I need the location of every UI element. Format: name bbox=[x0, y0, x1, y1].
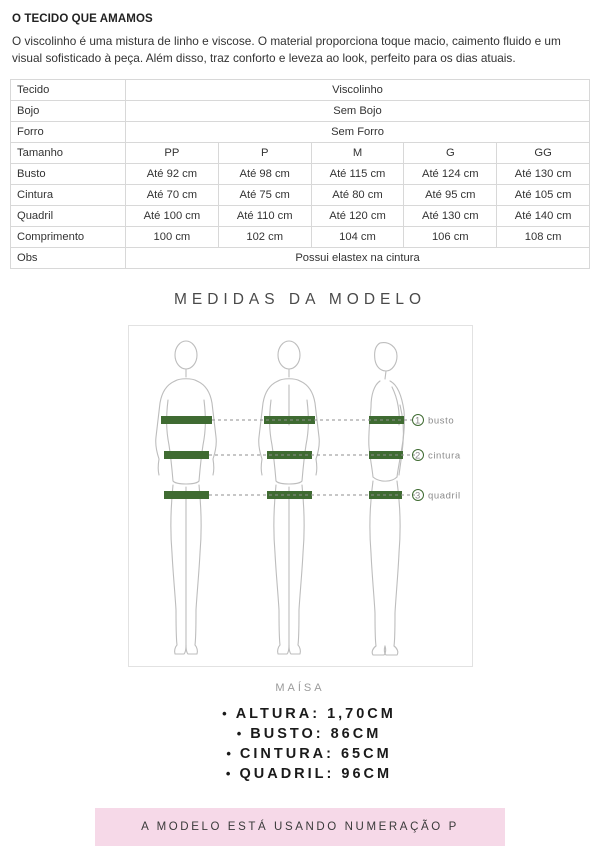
table-row bbox=[11, 227, 590, 248]
cell: 106 cm bbox=[404, 227, 497, 248]
legend-markers bbox=[413, 415, 461, 502]
cell: Até 98 cm bbox=[218, 164, 311, 185]
measurement-bands bbox=[161, 416, 404, 499]
cell: 102 cm bbox=[218, 227, 311, 248]
list-item bbox=[10, 766, 590, 782]
measure-cintura: CINTURA: 65CM bbox=[239, 746, 392, 763]
model-measures-list bbox=[10, 706, 590, 782]
measure-busto: BUSTO: 86CM bbox=[250, 726, 382, 743]
row-value: Viscolinho bbox=[126, 80, 590, 101]
row-label: Tecido bbox=[11, 80, 126, 101]
bullet-icon: • bbox=[226, 746, 234, 762]
row-label: Cintura bbox=[11, 185, 126, 206]
model-figure bbox=[10, 315, 590, 680]
row-value: Possui elastex na cintura bbox=[126, 248, 590, 269]
body-diagram bbox=[128, 325, 473, 667]
row-value: Sem Bojo bbox=[126, 101, 590, 122]
band-busto-front bbox=[161, 416, 212, 424]
row-label: Forro bbox=[11, 122, 126, 143]
table-row-sizes bbox=[11, 143, 590, 164]
cell: Até 120 cm bbox=[311, 206, 404, 227]
bullet-icon: • bbox=[225, 766, 234, 782]
table-row bbox=[11, 122, 590, 143]
table-row bbox=[11, 164, 590, 185]
cell: 108 cm bbox=[497, 227, 590, 248]
size-g: G bbox=[404, 143, 497, 164]
table-row bbox=[11, 185, 590, 206]
intro-paragraph: O viscolinho é uma mistura de linho e viscose. O material proporciona toque macio, caimento fluido e um visual sofisticado à peça. Além disso, traz conforto e leveza ao look, perfeito para os dias atuais. bbox=[12, 34, 561, 66]
legend-label-cintura: cintura bbox=[428, 450, 461, 462]
row-label: Bojo bbox=[11, 101, 126, 122]
row-label: Obs bbox=[11, 248, 126, 269]
table-row bbox=[11, 206, 590, 227]
band-cintura-front bbox=[164, 451, 209, 459]
list-item bbox=[10, 706, 590, 722]
model-name: MAÍSA bbox=[275, 682, 325, 695]
list-item bbox=[10, 726, 590, 742]
band-busto-back bbox=[264, 416, 315, 424]
legend-number-2: 2 bbox=[415, 450, 421, 462]
cell: Até 95 cm bbox=[404, 185, 497, 206]
row-label: Tamanho bbox=[11, 143, 126, 164]
size-used-banner: A MODELO ESTÁ USANDO NUMERAÇÃO P bbox=[95, 808, 505, 846]
legend-number-1: 1 bbox=[415, 415, 421, 427]
cell: Até 70 cm bbox=[126, 185, 219, 206]
row-label: Comprimento bbox=[11, 227, 126, 248]
legend-label-busto: busto bbox=[428, 415, 455, 427]
cell: Até 124 cm bbox=[404, 164, 497, 185]
bullet-icon: • bbox=[222, 706, 230, 722]
cell: 104 cm bbox=[311, 227, 404, 248]
size-gg: GG bbox=[497, 143, 590, 164]
band-quadril-front bbox=[164, 491, 209, 499]
section-title-measurements: MEDIDAS DA MODELO bbox=[173, 291, 427, 309]
legend-number-3: 3 bbox=[415, 490, 421, 502]
specification-table bbox=[10, 79, 590, 269]
legend-label-quadril: quadril bbox=[428, 490, 461, 502]
table-row bbox=[11, 101, 590, 122]
row-label: Quadril bbox=[11, 206, 126, 227]
list-item bbox=[10, 746, 590, 762]
row-label: Busto bbox=[11, 164, 126, 185]
cell: Até 130 cm bbox=[497, 164, 590, 185]
cell: Até 100 cm bbox=[126, 206, 219, 227]
cell: Até 115 cm bbox=[311, 164, 404, 185]
cell: Até 80 cm bbox=[311, 185, 404, 206]
cell: Até 105 cm bbox=[497, 185, 590, 206]
bullet-icon: • bbox=[236, 726, 245, 742]
size-p: P bbox=[218, 143, 311, 164]
cell: Até 110 cm bbox=[218, 206, 311, 227]
page-title: O TECIDO QUE AMAMOS bbox=[12, 13, 153, 25]
cell: Até 75 cm bbox=[218, 185, 311, 206]
measure-quadril: QUADRIL: 96CM bbox=[239, 766, 393, 783]
cell: Até 140 cm bbox=[497, 206, 590, 227]
table-row bbox=[11, 80, 590, 101]
measure-altura: ALTURA: 1,70CM bbox=[235, 706, 396, 723]
cell: Até 92 cm bbox=[126, 164, 219, 185]
size-pp: PP bbox=[126, 143, 219, 164]
size-m: M bbox=[311, 143, 404, 164]
cell: 100 cm bbox=[126, 227, 219, 248]
cell: Até 130 cm bbox=[404, 206, 497, 227]
row-value: Sem Forro bbox=[126, 122, 590, 143]
table-row bbox=[11, 248, 590, 269]
